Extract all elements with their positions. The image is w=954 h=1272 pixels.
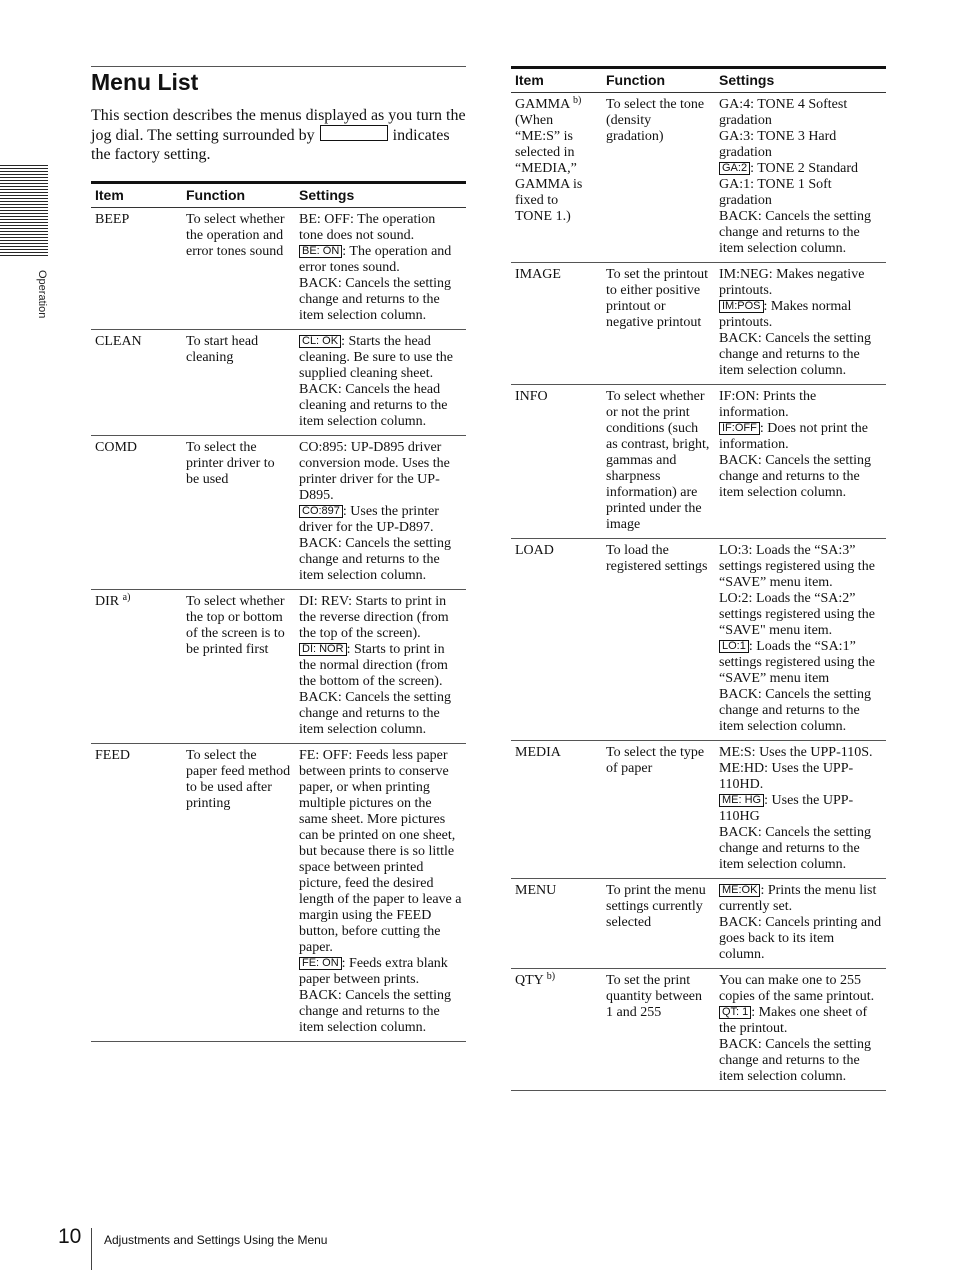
setting-description: BACK: Cancels the setting change and returns to the item selection column.: [719, 687, 872, 734]
setting-option: [299, 594, 462, 642]
setting-option: [719, 825, 882, 873]
setting-option: [299, 748, 462, 956]
item-name: MEDIA: [515, 745, 561, 760]
table-row: [511, 539, 886, 741]
settings-cell: [295, 330, 466, 436]
settings-cell: [295, 590, 466, 744]
header-item: Item: [511, 68, 602, 93]
menu-table-left: [91, 181, 466, 1042]
setting-option: [719, 639, 882, 687]
item-cell: [91, 590, 182, 744]
setting-description: : The operation and error tones sound.: [299, 244, 452, 275]
factory-default-value: ME: HG: [719, 794, 764, 807]
factory-default-value: DI: NOR: [299, 643, 347, 656]
header-function: Function: [182, 183, 295, 208]
table-row: [91, 208, 466, 330]
item-cell: [511, 263, 602, 385]
setting-description: LO:2: Loads the “SA:2” settings registered using the “SAVE" menu item.: [719, 591, 875, 638]
setting-description: CO:895: UP-D895 driver conversion mode. Uses the printer driver for the UP-D895.: [299, 440, 450, 503]
setting-description: ME:HD: Uses the UPP-110HD.: [719, 761, 854, 792]
table-row: [511, 969, 886, 1091]
setting-option: [299, 956, 462, 988]
item-cell: [91, 208, 182, 330]
function-cell: To set the printout to either positive printout or negative printout: [602, 263, 715, 385]
right-column: [511, 66, 886, 1091]
item-name: CLEAN: [95, 334, 142, 349]
setting-description: : Prints the menu list currently set.: [719, 883, 877, 914]
setting-description: BACK: Cancels the setting change and returns to the item selection column.: [719, 825, 872, 872]
intro-text-before: This section describes the menus displayed as you turn the jog dial. The setting surrounded by: [91, 107, 466, 144]
setting-description: FE: OFF: Feeds less paper between prints to conserve paper, or when printing multiple pictures on the same sheet. More pictures can be printed on one sheet, but because there is so little space between printed picture, feed the desired length of the paper to leave a margin using the FEED button, before cutting the paper.: [299, 748, 462, 955]
footer-rule: [91, 1228, 92, 1270]
section-tab-label: Operation: [36, 270, 48, 319]
setting-description: : Starts to print in the normal direction (from the bottom of the screen).: [299, 642, 448, 689]
setting-description: BACK: Cancels the setting change and returns to the item selection column.: [719, 209, 872, 256]
setting-option: [719, 543, 882, 591]
item-name: INFO: [515, 389, 548, 404]
header-settings: Settings: [295, 183, 466, 208]
table-row: [511, 385, 886, 539]
item-name: LOAD: [515, 543, 554, 558]
setting-option: [299, 212, 462, 244]
setting-description: : Does not print the information.: [719, 421, 868, 452]
setting-description: : Starts the head cleaning. Be sure to use the supplied cleaning sheet.: [299, 334, 453, 381]
item-name: MENU: [515, 883, 557, 898]
setting-option: [719, 331, 882, 379]
setting-option: [719, 209, 882, 257]
factory-default-value: IF:OFF: [719, 422, 760, 435]
factory-default-value: LO:1: [719, 640, 749, 653]
setting-description: : Uses the UPP-110HG: [719, 793, 854, 824]
menu-table-left-body: [91, 208, 466, 1042]
setting-option: [719, 915, 882, 963]
item-name: FEED: [95, 748, 130, 763]
section-tab-stripes: [0, 165, 48, 257]
item-name: BEEP: [95, 212, 130, 227]
item-footnote-ref: b): [572, 95, 582, 106]
setting-description: : Uses the printer driver for the UP-D897.: [299, 504, 439, 535]
setting-description: BACK: Cancels the setting change and returns to the item selection column.: [719, 331, 872, 378]
function-cell: To select whether the top or bottom of the screen is to be printed first: [182, 590, 295, 744]
setting-description: : Feeds extra blank paper between prints.: [299, 956, 448, 987]
page-title: Menu List: [91, 69, 199, 95]
table-row: [511, 879, 886, 969]
table-header-row: [91, 183, 466, 208]
function-cell: To select whether the operation and error tones sound: [182, 208, 295, 330]
setting-option: [299, 334, 462, 382]
table-row: [91, 330, 466, 436]
setting-description: BACK: Cancels the setting change and returns to the item selection column.: [299, 276, 452, 323]
setting-option: [719, 97, 882, 129]
settings-cell: [715, 539, 886, 741]
left-column: [91, 66, 466, 1042]
settings-cell: [295, 208, 466, 330]
item-cell: [511, 93, 602, 263]
function-cell: To select whether or not the print conditions (such as contrast, bright, gammas and sharpness information) are printed under the image: [602, 385, 715, 539]
setting-option: [719, 161, 882, 177]
setting-option: [719, 177, 882, 209]
setting-option: [719, 299, 882, 331]
setting-option: [719, 1005, 882, 1037]
settings-cell: [295, 436, 466, 590]
function-cell: To select the type of paper: [602, 741, 715, 879]
setting-description: : Makes one sheet of the printout.: [719, 1005, 868, 1036]
table-row: [511, 93, 886, 263]
setting-description: BACK: Cancels printing and goes back to its item column.: [719, 915, 882, 962]
setting-option: [299, 244, 462, 276]
setting-option: [719, 1037, 882, 1085]
setting-description: BACK: Cancels the head cleaning and returns to the item selection column.: [299, 382, 448, 429]
item-footnote-ref: a): [122, 592, 131, 603]
item-cell: [511, 879, 602, 969]
table-row: [511, 263, 886, 385]
header-function: Function: [602, 68, 715, 93]
setting-description: BACK: Cancels the setting change and returns to the item selection column.: [719, 1037, 872, 1084]
item-cell: [511, 539, 602, 741]
factory-default-value: GA:2: [719, 162, 750, 175]
footer-text: Adjustments and Settings Using the Menu: [104, 1233, 328, 1247]
item-name: GAMMA: [515, 97, 570, 112]
item-cell: [511, 741, 602, 879]
setting-option: [719, 687, 882, 735]
table-row: [91, 744, 466, 1042]
menu-table-right: [511, 66, 886, 1091]
item-cell: [91, 744, 182, 1042]
setting-option: [719, 591, 882, 639]
settings-cell: [715, 969, 886, 1091]
setting-description: GA:4: TONE 4 Softest gradation: [719, 97, 848, 128]
setting-option: [299, 276, 462, 324]
setting-option: [719, 267, 882, 299]
factory-default-value: ME:OK: [719, 884, 760, 897]
setting-description: IF:ON: Prints the information.: [719, 389, 817, 420]
setting-option: [719, 421, 882, 453]
function-cell: To select the printer driver to be used: [182, 436, 295, 590]
item-cell: [511, 969, 602, 1091]
setting-description: : Loads the “SA:1” settings registered using the “SAVE” menu item: [719, 639, 875, 686]
setting-option: [299, 642, 462, 690]
setting-option: [299, 504, 462, 536]
setting-description: IM:NEG: Makes negative printouts.: [719, 267, 865, 298]
setting-option: [299, 690, 462, 738]
item-name: COMD: [95, 440, 138, 455]
setting-description: BACK: Cancels the setting change and returns to the item selection column.: [299, 536, 452, 583]
settings-cell: [715, 385, 886, 539]
setting-description: : Makes normal printouts.: [719, 299, 852, 330]
table-row: [91, 590, 466, 744]
setting-description: BACK: Cancels the setting change and returns to the item selection column.: [299, 690, 452, 737]
item-name: IMAGE: [515, 267, 561, 282]
setting-option: [299, 536, 462, 584]
table-header-row: [511, 68, 886, 93]
factory-default-value: IM:POS: [719, 300, 764, 313]
intro-text-after: indicates the factory setting.: [91, 127, 450, 163]
settings-cell: [715, 93, 886, 263]
setting-description: LO:3: Loads the “SA:3” settings registered using the “SAVE” menu item.: [719, 543, 875, 590]
item-cell: [511, 385, 602, 539]
item-note: (When “ME:S” is selected in “MEDIA,” GAMMA is fixed to TONE 1.): [515, 113, 583, 224]
factory-setting-box-sample: [320, 125, 388, 141]
setting-description: You can make one to 255 copies of the same printout.: [719, 973, 875, 1004]
setting-option: [719, 129, 882, 161]
settings-cell: [295, 744, 466, 1042]
setting-option: [719, 883, 882, 915]
intro-paragraph: [91, 106, 466, 164]
table-row: [511, 741, 886, 879]
setting-option: [719, 389, 882, 421]
setting-option: [719, 973, 882, 1005]
settings-cell: [715, 741, 886, 879]
function-cell: To load the registered settings: [602, 539, 715, 741]
factory-default-value: BE: ON: [299, 245, 342, 258]
setting-description: DI: REV: Starts to print in the reverse direction (from the top of the screen).: [299, 594, 449, 641]
setting-option: [719, 761, 882, 793]
factory-default-value: CL: OK: [299, 335, 341, 348]
setting-option: [299, 440, 462, 504]
setting-option: [299, 382, 462, 430]
function-cell: To set the print quantity between 1 and 255: [602, 969, 715, 1091]
item-cell: [91, 330, 182, 436]
item-name: DIR: [95, 594, 120, 609]
item-footnote-ref: b): [546, 971, 556, 982]
header-settings: Settings: [715, 68, 886, 93]
factory-default-value: FE: ON: [299, 957, 342, 970]
menu-table-right-body: [511, 93, 886, 1091]
setting-description: BE: OFF: The operation tone does not sound.: [299, 212, 436, 243]
setting-option: [299, 988, 462, 1036]
setting-description: GA:1: TONE 1 Soft gradation: [719, 177, 832, 208]
page-number: 10: [58, 1225, 82, 1248]
settings-cell: [715, 879, 886, 969]
setting-description: : TONE 2 Standard: [750, 161, 859, 176]
header-item: Item: [91, 183, 182, 208]
setting-description: GA:3: TONE 3 Hard gradation: [719, 129, 837, 160]
setting-option: [719, 793, 882, 825]
setting-option: [719, 453, 882, 501]
function-cell: To select the paper feed method to be used after printing: [182, 744, 295, 1042]
setting-description: BACK: Cancels the setting change and returns to the item selection column.: [719, 453, 872, 500]
item-name: QTY: [515, 973, 544, 988]
settings-cell: [715, 263, 886, 385]
table-row: [91, 436, 466, 590]
factory-default-value: QT: 1: [719, 1006, 751, 1019]
item-cell: [91, 436, 182, 590]
setting-description: BACK: Cancels the setting change and returns to the item selection column.: [299, 988, 452, 1035]
function-cell: To start head cleaning: [182, 330, 295, 436]
setting-description: ME:S: Uses the UPP-110S.: [719, 745, 873, 760]
factory-default-value: CO:897: [299, 505, 343, 518]
function-cell: To print the menu settings currently selected: [602, 879, 715, 969]
function-cell: To select the tone (density gradation): [602, 93, 715, 263]
setting-option: [719, 745, 882, 761]
